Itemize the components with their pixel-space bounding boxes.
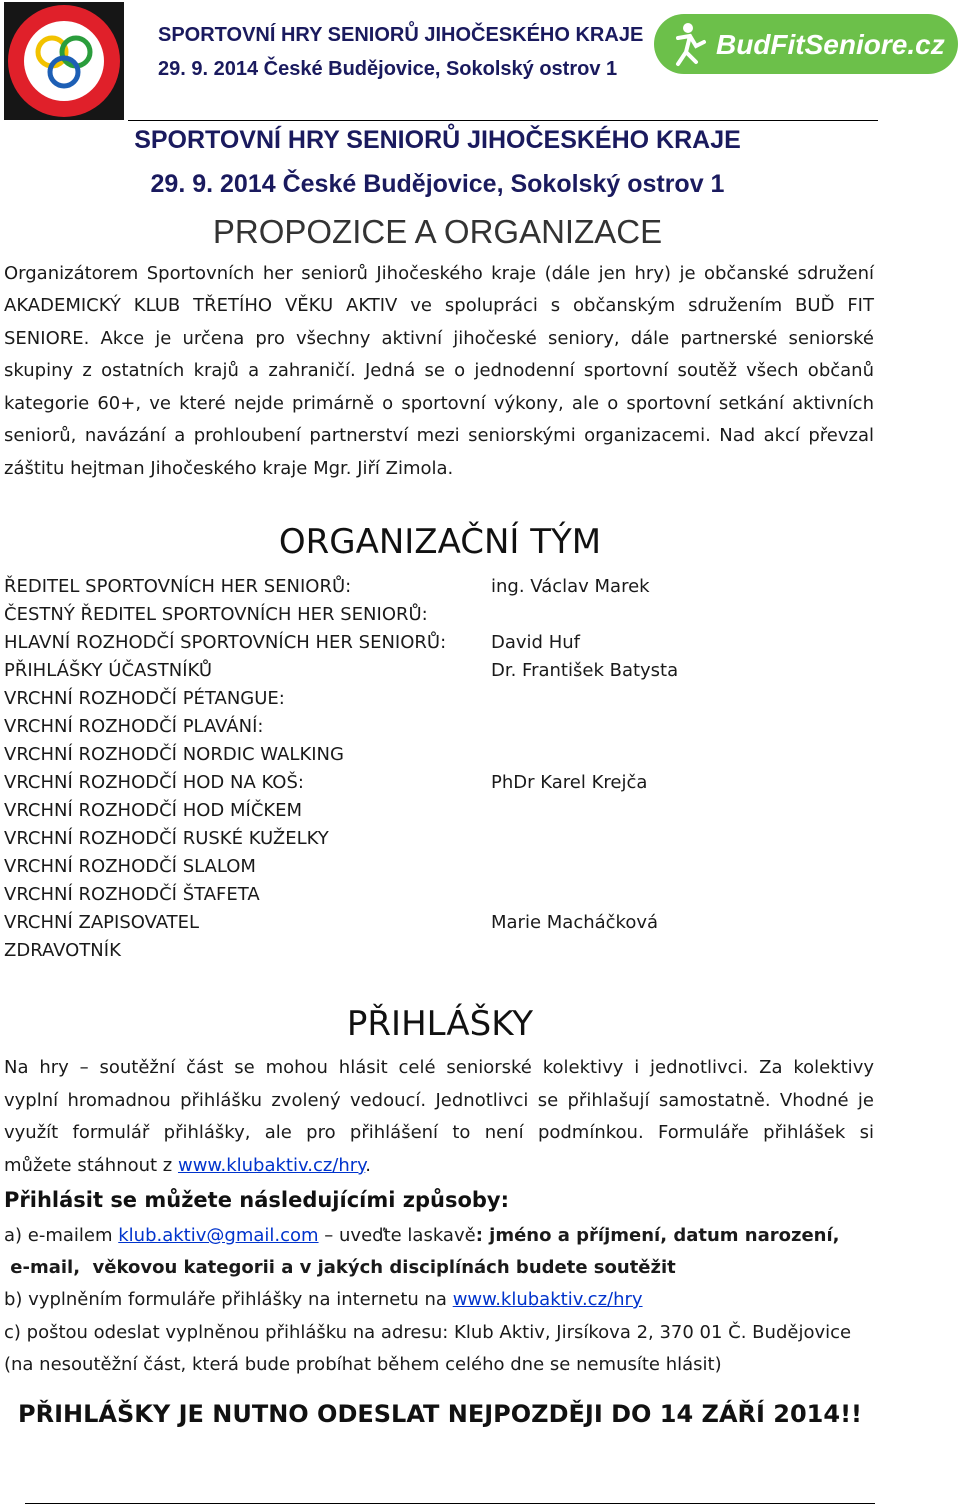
registration-line-2: vyplní hromadnou přihlášku zvolený vedoucí. Jednotlivci se přihlašují samostatně. Vhodné je <box>4 1090 874 1111</box>
team-role: VRCHNÍ ROZHODČÍ RUSKÉ KUŽELKY <box>4 828 329 849</box>
team-role: PŘIHLÁŠKY ÚČASTNÍKŮ <box>4 660 213 681</box>
club-aktiv-logo <box>4 2 124 120</box>
team-role: VRCHNÍ ROZHODČÍ PLAVÁNÍ: <box>4 716 264 737</box>
team-role: VRCHNÍ ROZHODČÍ PÉTANGUE: <box>4 688 285 709</box>
team-role: VRCHNÍ ROZHODČÍ HOD MÍČKEM <box>4 800 303 821</box>
propozice-heading: PROPOZICE A ORGANIZACE <box>212 213 663 250</box>
team-member-name: David Huf <box>491 632 580 653</box>
team-role: ŘEDITEL SPORTOVNÍCH HER SENIORŮ: <box>4 576 352 597</box>
intro-line-4: skupiny z ostatních krajů a zahraničí. Jedná se o jednodenní sportovní soutěž všech občanů <box>4 360 874 381</box>
option-email-continued <box>4 1257 676 1278</box>
intro-line-5: kategorie 60+, ve které nejde primárně o sportovní výkony, ale o sportovní setkání aktivních <box>4 393 874 414</box>
header-title: SPORTOVNÍ HRY SENIORŮ JIHOČESKÉHO KRAJE <box>158 24 644 46</box>
registration-line-3: využít formulář přihlášky, ale pro přihlášení to není podmínkou. Formuláře přihlášek si <box>4 1122 874 1143</box>
option-email-required-fields: : jméno a příjmení, datum narození, <box>475 1225 840 1246</box>
period: . <box>365 1155 372 1176</box>
footer-divider <box>25 1503 875 1504</box>
team-role: VRCHNÍ ROZHODČÍ NORDIC WALKING <box>4 744 344 765</box>
team-member-name: Dr. František Batysta <box>491 660 679 681</box>
team-member-name: ing. Václav Marek <box>491 576 650 597</box>
team-role: HLAVNÍ ROZHODČÍ SPORTOVNÍCH HER SENIORŮ: <box>4 632 447 653</box>
download-text: můžete stáhnout z <box>4 1155 178 1176</box>
team-member-name: PhDr Karel Krejča <box>491 772 648 793</box>
registration-line-4 <box>4 1155 371 1176</box>
web-form-link[interactable]: www.klubaktiv.cz/hry <box>452 1289 643 1310</box>
team-heading: ORGANIZAČNÍ TÝM <box>278 522 602 562</box>
team-role: VRCHNÍ ROZHODČÍ ŠTAFETA <box>4 884 260 905</box>
intro-line-2: AKADEMICKÝ KLUB TŘETÍHO VĚKU AKTIV ve spolupráci s občanským sdružením BUĎ FIT <box>4 295 874 316</box>
option-email <box>4 1225 840 1246</box>
intro-line-3: SENIORE. Akce je určena pro všechny aktivní jihočeské seniory, dále partnerské seniorské <box>4 328 874 349</box>
club-aktiv-emblem-icon <box>4 2 124 120</box>
document-subtitle: 29. 9. 2014 České Budějovice, Sokolský ostrov 1 <box>150 170 725 198</box>
option-post: c) poštou odeslat vyplněnou přihlášku na adresu: Klub Aktiv, Jirsíkova 2, 370 01 Č. Budějovice <box>4 1322 852 1343</box>
option-web-form <box>4 1289 643 1310</box>
team-role: VRCHNÍ ZAPISOVATEL <box>4 912 200 933</box>
intro-line-7: záštitu hejtman Jihočeského kraje Mgr. Jiří Zimola. <box>4 458 454 479</box>
budfitseniore-logo <box>654 14 958 74</box>
option-email-required-fields-2: e-mail, věkovou kategorii a v jakých disciplínách budete soutěžit <box>4 1257 676 1278</box>
team-role: ZDRAVOTNÍK <box>4 940 121 961</box>
budfitseniore-logo-icon <box>654 14 958 74</box>
intro-line-1: Organizátorem Sportovních her seniorů Jihočeského kraje (dále jen hry) je občanské sdružení <box>4 263 874 284</box>
registration-line-1: Na hry – soutěžní část se mohou hlásit celé seniorské kolektivy i jednotlivci. Za kolektivy <box>4 1057 874 1078</box>
option-web-label: b) vyplněním formuláře přihlášky na internetu na <box>4 1289 453 1310</box>
team-member-name: Marie Macháčková <box>491 912 659 933</box>
header-date-place: 29. 9. 2014 České Budějovice, Sokolský ostrov 1 <box>158 58 618 80</box>
budfitseniore-wordmark: BudFitSeniore.cz <box>716 29 945 60</box>
email-link[interactable]: klub.aktiv@gmail.com <box>118 1225 319 1246</box>
document-title: SPORTOVNÍ HRY SENIORŮ JIHOČESKÉHO KRAJE <box>134 126 741 154</box>
team-role: ČESTNÝ ŘEDITEL SPORTOVNÍCH HER SENIORŮ: <box>4 604 428 625</box>
how-to-register-heading: Přihlásit se můžete následujícími způsoby: <box>4 1188 509 1212</box>
form-download-link[interactable]: www.klubaktiv.cz/hry <box>177 1155 366 1176</box>
intro-line-6: seniorů, navázání a prohloubení partnerství mezi seniorskými organizacemi. Nad akcí převzal <box>4 425 874 446</box>
team-role: VRCHNÍ ROZHODČÍ HOD NA KOŠ: <box>4 772 304 793</box>
deadline-notice: PŘIHLÁŠKY JE NUTNO ODESLAT NEJPOZDĚJI DO 14 ZÁŘÍ 2014!! <box>18 1400 862 1428</box>
header-divider <box>128 120 878 121</box>
non-competitive-note: (na nesoutěžní část, která bude probíhat během celého dne se nemusíte hlásit) <box>4 1354 722 1375</box>
team-role: VRCHNÍ ROZHODČÍ SLALOM <box>4 856 256 877</box>
registration-heading: PŘIHLÁŠKY <box>346 1004 534 1044</box>
option-email-label: a) e-mailem <box>4 1225 119 1246</box>
option-email-instruction: – uveďte laskavě <box>318 1225 476 1246</box>
